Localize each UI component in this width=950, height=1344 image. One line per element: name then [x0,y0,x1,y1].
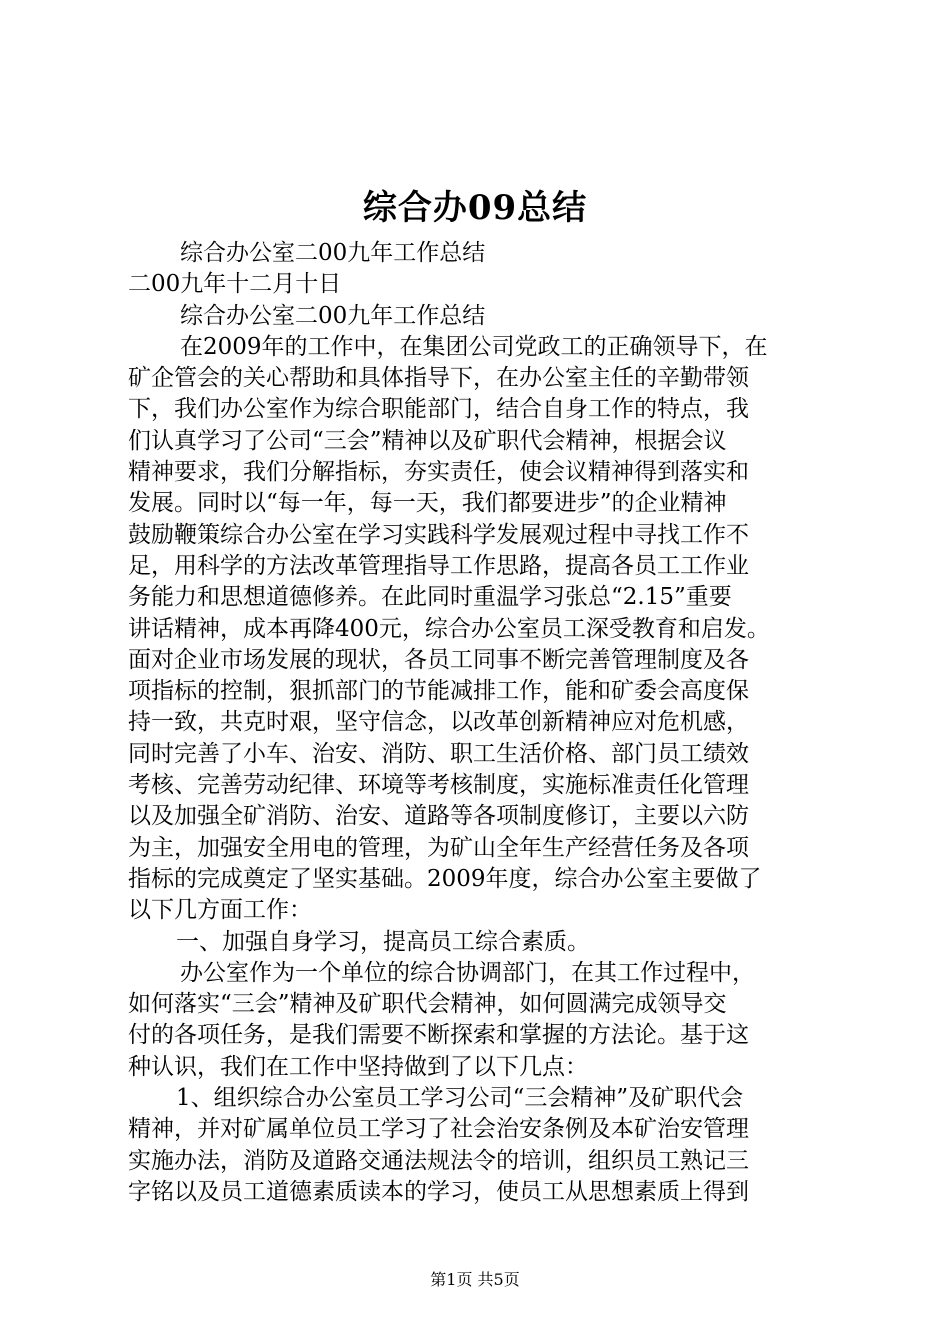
text-line: 综合办公室二00九年工作总结 [180,302,486,329]
text-line: 们认真学习了公司“三会”精神以及矿职代会精神，根据会议 [128,427,727,454]
text-line: 办公室作为一个单位的综合协调部门，在其工作过程中， [180,959,755,986]
text-line: 以下几方面工作： [128,897,312,924]
text-line: 务能力和思想道德修养。在此同时重温学习张总“2.15”重要 [128,584,732,611]
text-line: 精神，并对矿属单位员工学习了社会治安条例及本矿治安管理 [128,1116,749,1143]
text-line: 指标的完成奠定了坚实基础。2009年度，综合办公室主要做了 [128,865,762,892]
text-line: 以及加强全矿消防、治安、道路等各项制度修订，主要以六防 [128,803,749,830]
page-number-footer: 第1页 共5页 [430,1270,520,1289]
text-line: 同时完善了小车、治安、消防、职工生活价格、部门员工绩效 [128,740,749,767]
text-line: 综合办公室二00九年工作总结 [180,240,486,266]
text-line: 项指标的控制，狠抓部门的节能减排工作，能和矿委会高度保 [128,678,749,705]
text-line: 二00九年十二月十日 [128,271,342,298]
text-line: 考核、完善劳动纪律、环境等考核制度，实施标准责任化管理 [128,772,749,799]
text-line: 鼓励鞭策综合办公室在学习实践科学发展观过程中寻找工作不 [128,521,749,548]
text-line: 持一致，共克时艰，坚守信念，以改革创新精神应对危机感， [128,709,749,736]
text-line: 实施办法，消防及道路交通法规法令的培训，组织员工熟记三 [128,1147,749,1174]
text-line: 足，用科学的方法改革管理指导工作思路，提高各员工工作业 [128,552,749,579]
document-body [128,238,828,1208]
text-line: 为主，加强安全用电的管理，为矿山全年生产经营任务及各项 [128,834,749,861]
text-line: 在2009年的工作中，在集团公司党政工的正确领导下，在 [180,333,768,360]
text-line: 付的各项任务，是我们需要不断探索和掌握的方法论。基于这 [128,1022,749,1049]
text-line: 讲话精神，成本再降400元，综合办公室员工深受教育和启发。 [128,615,770,642]
document-title: 综合办09总结 [362,188,588,228]
text-line: 精神要求，我们分解指标，夯实责任，使会议精神得到落实和 [128,459,749,486]
text-line: 下，我们办公室作为综合职能部门，结合自身工作的特点，我 [128,396,749,423]
text-line: 面对企业市场发展的现状，各员工同事不断完善管理制度及各 [128,646,749,673]
text-line: 1、组织综合办公室员工学习公司“三会精神”及矿职代会 [176,1085,744,1112]
text-line: 如何落实“三会”精神及矿职代会精神，如何圆满完成领导交 [128,991,727,1018]
text-line: 矿企管会的关心帮助和具体指导下，在办公室主任的辛勤带领 [128,365,749,392]
text-line: 种认识，我们在工作中坚持做到了以下几点： [128,1053,588,1080]
text-line: 发展。同时以“每一年，每一天，我们都要进步”的企业精神 [128,490,727,517]
text-line: 字铭以及员工道德素质读本的学习，使员工从思想素质上得到 [128,1178,749,1205]
section-heading: 一、加强自身学习，提高员工综合素质。 [176,928,590,955]
